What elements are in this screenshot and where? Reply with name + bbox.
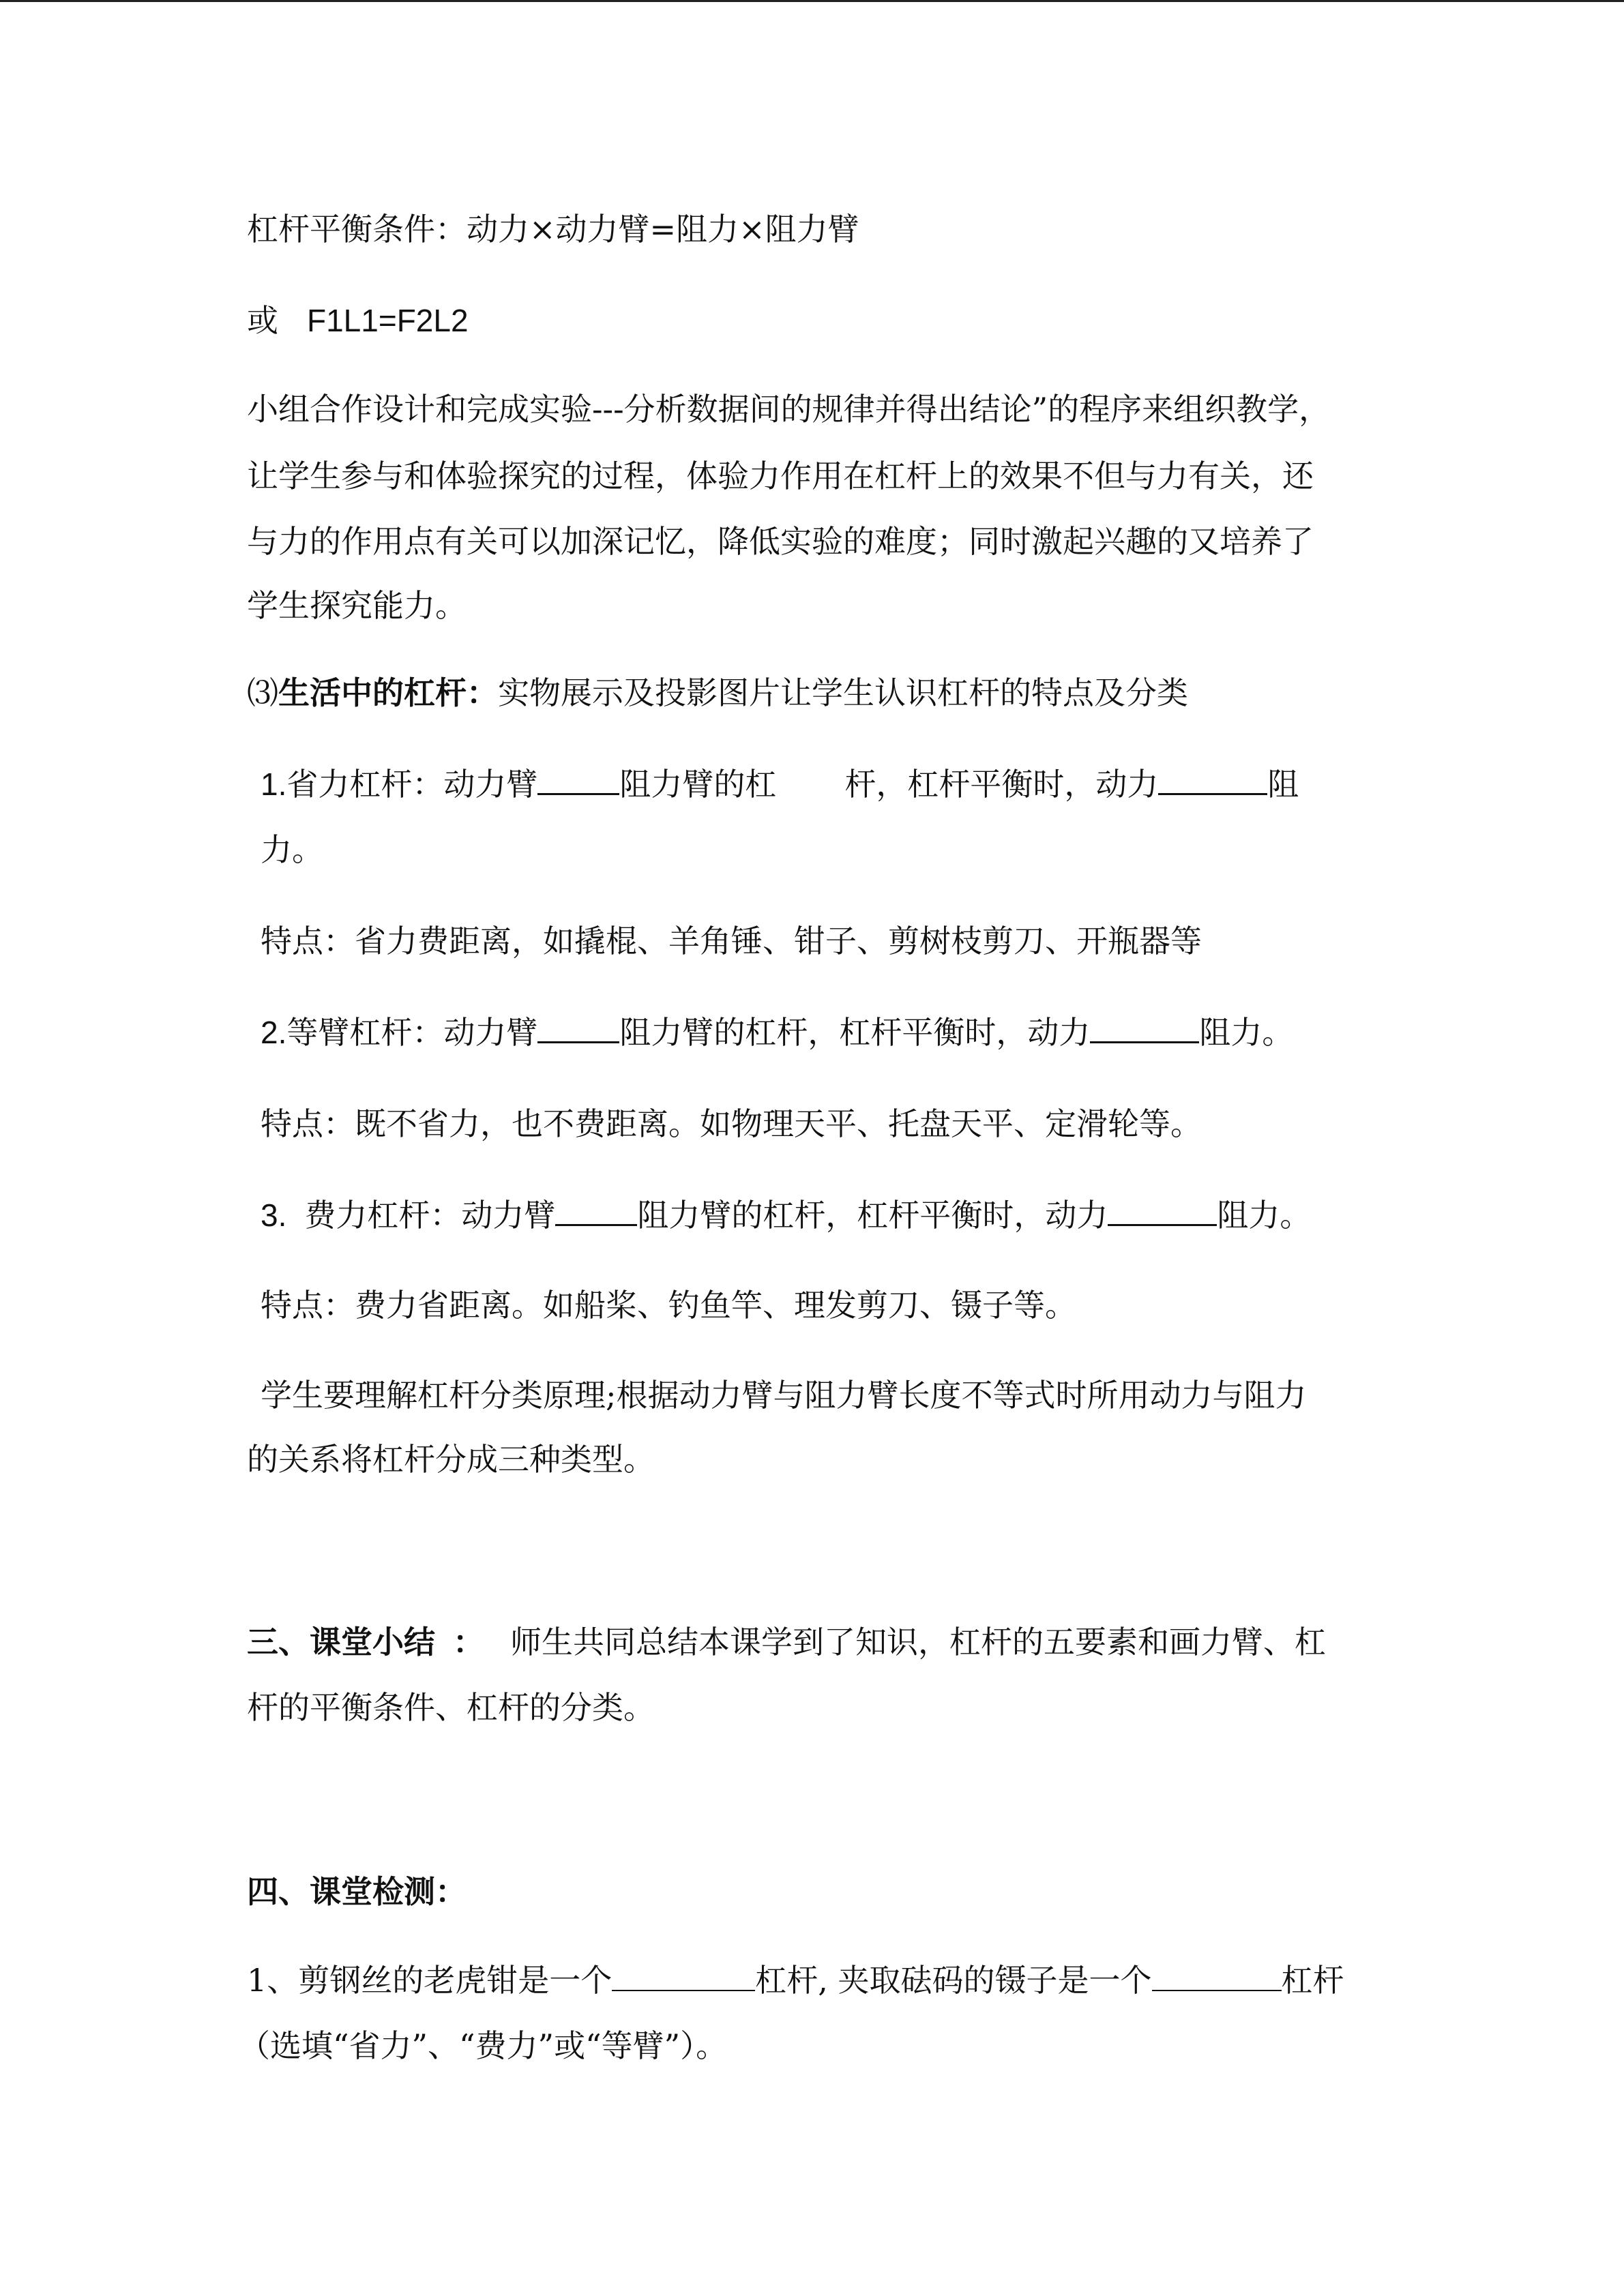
formula-line xyxy=(247,300,469,341)
understand-line xyxy=(247,1439,655,1480)
lever-1-text-e: 力。 xyxy=(261,831,323,868)
lever-2-blank-2[interactable] xyxy=(1090,1013,1199,1043)
lever-1-text-d: 阻 xyxy=(1267,766,1299,803)
question-1-text-d: （选填“省力”、“费力”或“等臂”）。 xyxy=(239,2027,728,2064)
section-3-line xyxy=(247,672,1188,713)
question-1-text-c: 杠杆 xyxy=(1281,1962,1344,1999)
lever-3-line xyxy=(261,1195,1311,1236)
summary-colon: ： xyxy=(453,1624,484,1660)
summary-text-1: 师生共同总结本课学到了知识，杠杆的五要素和画力臂、杠 xyxy=(510,1624,1326,1660)
lever-1-line xyxy=(261,764,1299,805)
paragraph-1-line-3: 与力的作用点有关可以加深记忆，降低实验的难度；同时激起兴趣的又培养了 xyxy=(247,523,1314,560)
feature-3-line xyxy=(261,1285,1076,1326)
lever-3-number: 3. xyxy=(261,1197,287,1233)
lever-1-continuation xyxy=(261,829,323,870)
lever-1-text-c: 杆，杠杆平衡时，动力 xyxy=(844,766,1159,803)
question-1-blank-1[interactable] xyxy=(612,1961,755,1991)
paragraph-line xyxy=(247,456,1314,496)
understand-line-1: 学生要理解杠杆分类原理;根据动力臂与阻力臂长度不等式时所用动力与阻力 xyxy=(261,1377,1307,1414)
feature-2-text: 特点：既不省力，也不费距离。如物理天平、托盘天平、定滑轮等。 xyxy=(261,1105,1202,1142)
feature-3-text: 特点：费力省距离。如船桨、钓鱼竿、理发剪刀、镊子等。 xyxy=(261,1287,1076,1324)
summary-heading: 三、课堂小结 xyxy=(247,1624,435,1660)
understand-line xyxy=(261,1375,1307,1416)
lever-3-blank-2[interactable] xyxy=(1108,1195,1217,1226)
or-prefix: 或 xyxy=(247,302,278,339)
lever-1-blank-1[interactable] xyxy=(537,764,619,795)
paragraph-1-line-1: 小组合作设计和完成实验---分析数据间的规律并得出结论”的程序来组织教学， xyxy=(247,391,1331,428)
question-1-text-b: 杠杆, 夹取砝码的镊子是一个 xyxy=(755,1962,1152,1999)
lever-3-blank-1[interactable] xyxy=(555,1195,637,1226)
lever-2-blank-1[interactable] xyxy=(537,1013,619,1043)
lever-2-text-a: 等臂杠杆：动力臂 xyxy=(286,1014,538,1051)
understand-line-2: 的关系将杠杆分成三种类型。 xyxy=(247,1441,655,1478)
feature-2-line xyxy=(261,1103,1202,1144)
question-1-line xyxy=(247,1960,1344,2001)
test-heading: 四、课堂检测： xyxy=(247,1873,467,1910)
paragraph-line xyxy=(247,521,1314,562)
lever-2-text-c: 阻力。 xyxy=(1199,1014,1294,1051)
paragraph-1-line-2: 让学生参与和体验探究的过程，体验力作用在杠杆上的效果不但与力有关，还 xyxy=(247,458,1314,494)
paragraph-line xyxy=(247,585,467,626)
section-3-text: 实物展示及投影图片让学生认识杠杆的特点及分类 xyxy=(498,674,1188,711)
summary-line xyxy=(247,1622,1326,1663)
feature-1-line xyxy=(261,921,1202,961)
lever-2-line xyxy=(261,1012,1293,1053)
lever-1-text-b: 阻力臂的杠 xyxy=(619,766,777,803)
lever-1-text-a: 省力杠杆：动力臂 xyxy=(286,766,538,803)
summary-text-2: 杆的平衡条件、杠杆的分类。 xyxy=(247,1689,655,1726)
lever-3-text-c: 阻力。 xyxy=(1217,1197,1312,1234)
lever-2-text-b: 阻力臂的杠杆，杠杆平衡时，动力 xyxy=(619,1014,1091,1051)
lever-1-blank-2[interactable] xyxy=(1158,764,1267,795)
paragraph-1-line-4: 学生探究能力。 xyxy=(247,587,467,624)
page-top-border xyxy=(0,0,1624,2)
question-1-line-2 xyxy=(239,2025,727,2066)
paragraph-line xyxy=(247,389,1330,430)
question-1-text-a: 1、剪钢丝的老虎钳是一个 xyxy=(247,1962,612,1999)
lever-3-text-b: 阻力臂的杠杆，杠杆平衡时，动力 xyxy=(637,1197,1108,1234)
section-3-title: 生活中的杠杆： xyxy=(278,674,498,711)
question-1-blank-2[interactable] xyxy=(1152,1961,1282,1991)
balance-condition-text: 杠杆平衡条件：动力×动力臂=阻力×阻力臂 xyxy=(247,211,859,248)
feature-1-text: 特点：省力费距离，如撬棍、羊角锤、钳子、剪树枝剪刀、开瓶器等 xyxy=(261,923,1202,959)
test-heading-line xyxy=(247,1871,467,1912)
formula-text: F1L1=F2L2 xyxy=(307,303,469,338)
summary-line-2 xyxy=(247,1687,655,1728)
lever-2-number: 2. xyxy=(261,1015,287,1050)
balance-condition-line xyxy=(247,209,859,250)
lever-1-number: 1. xyxy=(261,766,287,802)
section-3-marker: ⑶ xyxy=(247,674,278,711)
lever-3-text-a: 费力杠杆：动力臂 xyxy=(304,1197,556,1234)
